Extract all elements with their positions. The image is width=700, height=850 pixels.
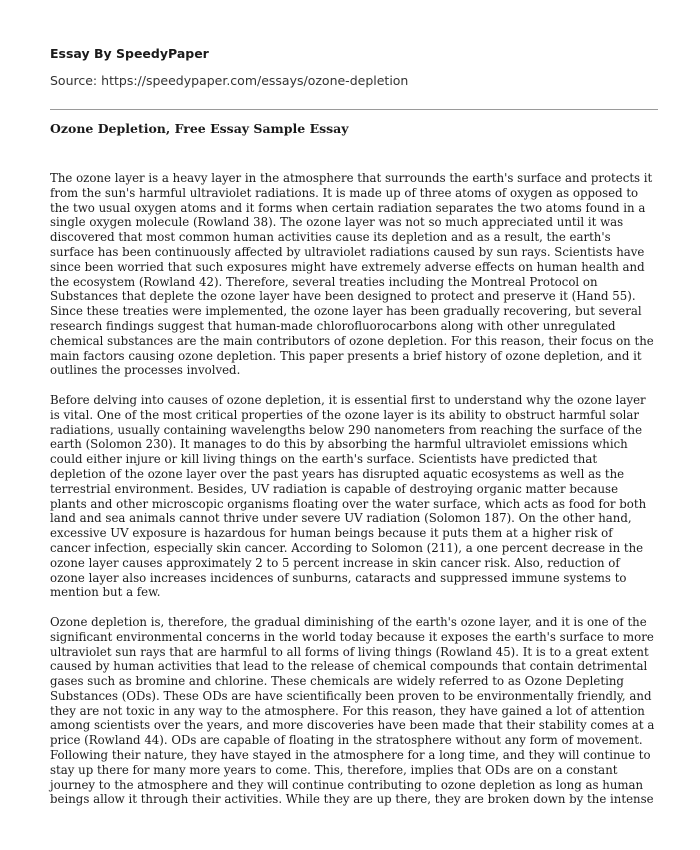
paragraph-line: cancer infection, especially skin cancer. According to Solomon (211), a one percent decrease in the — [50, 540, 644, 555]
paragraph-line: land and sea animals cannot thrive under severe UV radiation (Solomon 187). On the other hand, — [50, 511, 632, 526]
paragraph-line: single oxygen molecule (Rowland 38). The ozone layer was not so much appreciated until it was — [50, 215, 624, 230]
paragraph-line: excessive UV exposure is hazardous for human beings because it puts them at a higher risk of — [50, 526, 613, 541]
paragraph-line: plants and other microscopic organisms floating over the water surface, which acts as food for both — [50, 496, 647, 511]
paragraph-line: ultraviolet sun rays that are harmful to all forms of living things (Rowland 45). It is to a great extent — [50, 644, 649, 659]
paragraph-line: could either injure or kill living things on the earth's surface. Scientists have predicted that — [50, 452, 598, 467]
paragraph-line: earth (Solomon 230). It manages to do this by absorbing the harmful ultraviolet emissions which — [50, 437, 628, 452]
paragraph-line: mention but a few. — [50, 585, 161, 600]
paragraph-line: they are not toxic in any way to the atmosphere. For this reason, they have gained a lot of attention — [50, 703, 645, 718]
header-divider — [50, 109, 658, 110]
essay-paragraph — [50, 171, 658, 378]
paragraph-line: discovered that most common human activities cause its depletion and as a result, the earth's — [50, 230, 611, 245]
essay-paragraph — [50, 393, 658, 600]
paragraph-line: is vital. One of the most critical properties of the ozone layer is its ability to obstruct harmful solar — [50, 407, 640, 422]
paragraph-line: stay up there for many more years to come. This, therefore, implies that ODs are on a constant — [50, 762, 618, 777]
paragraph-line: beings allow it through their activities. While they are up there, they are broken down by the intense — [50, 792, 654, 807]
paragraph-line: terrestrial environment. Besides, UV radiation is capable of destroying organic matter because — [50, 481, 619, 496]
paragraph-line: from the sun's harmful ultraviolet radiations. It is made up of three atoms of oxygen as opposed to — [50, 185, 639, 200]
paragraph-line: since been worried that such exposures might have extremely adverse effects on human health and — [50, 259, 645, 274]
paragraph-line: the ecosystem (Rowland 42). Therefore, several treaties including the Montreal Protocol on — [50, 274, 598, 289]
paragraph-line: Substances that deplete the ozone layer have been designed to protect and preserve it (Hand 55). — [50, 289, 636, 304]
paragraph-line: The ozone layer is a heavy layer in the atmosphere that surrounds the earth's surface and protects it — [50, 171, 653, 185]
paragraph-line: ozone layer causes approximately 2 to 5 percent increase in skin cancer risk. Also, reduction of — [50, 555, 620, 570]
essay-paragraph — [50, 615, 658, 807]
paragraph-line: Following their nature, they have stayed in the atmosphere for a long time, and they will continue to — [50, 748, 651, 763]
paragraph-line: the two usual oxygen atoms and it forms when certain radiation separates the two atoms found in a — [50, 200, 646, 215]
source-url: https://speedypaper.com/essays/ozone-depletion — [101, 73, 409, 88]
essay-title: Ozone Depletion, Free Essay Sample Essay — [50, 121, 349, 136]
document-header-title: Essay By SpeedyPaper — [50, 46, 209, 61]
paragraph-line: caused by human activities that lead to the release of chemical compounds that contain detrimental — [50, 659, 648, 674]
paragraph-line: radiations, usually containing wavelengths below 290 nanometers from reaching the surface of the — [50, 422, 643, 437]
paragraph-line: depletion of the ozone layer over the past years has disrupted aquatic ecosystems as well as the — [50, 466, 625, 481]
essay-body — [50, 171, 658, 822]
paragraph-line: main factors causing ozone depletion. This paper presents a brief history of ozone depletion, and it — [50, 348, 642, 363]
paragraph-line: price (Rowland 44). ODs are capable of floating in the stratosphere without any form of movement. — [50, 733, 643, 748]
paragraph-line: surface has been continuously affected by ultraviolet radiations caused by sun rays. Scientists have — [50, 244, 645, 259]
paragraph-line: chemical substances are the main contributors of ozone depletion. For this reason, their focus on the — [50, 333, 654, 348]
paragraph-line: research findings suggest that human-made chlorofluorocarbons along with other unregulated — [50, 318, 616, 333]
paragraph-line: outlines the processes involved. — [50, 363, 241, 378]
source-label: Source: — [50, 73, 98, 88]
paragraph-line: journey to the atmosphere and they will continue contributing to ozone depletion as long as human — [50, 777, 644, 792]
paragraph-line: significant environmental concerns in the world today because it exposes the earth's surface to more — [50, 629, 654, 644]
document-page — [50, 0, 658, 850]
paragraph-line: Since these treaties were implemented, the ozone layer has been gradually recovering, but several — [50, 304, 642, 319]
paragraph-line: Ozone depletion is, therefore, the gradual diminishing of the earth's ozone layer, and it is one of the — [50, 614, 647, 629]
paragraph-line: Substances (ODs). These ODs are have scientifically been proven to be environmentally friendly, and — [50, 688, 652, 703]
paragraph-line: ozone layer also increases incidences of sunburns, cataracts and suppressed immune systems to — [50, 570, 627, 585]
source-line — [50, 73, 408, 88]
paragraph-line: gases such as bromine and chlorine. These chemicals are widely referred to as Ozone Depleting — [50, 674, 624, 689]
paragraph-line: Before delving into causes of ozone depletion, it is essential first to understand why the ozone layer — [50, 392, 646, 407]
paragraph-line: among scientists over the years, and more discoveries have been made that their stability comes at a — [50, 718, 655, 733]
